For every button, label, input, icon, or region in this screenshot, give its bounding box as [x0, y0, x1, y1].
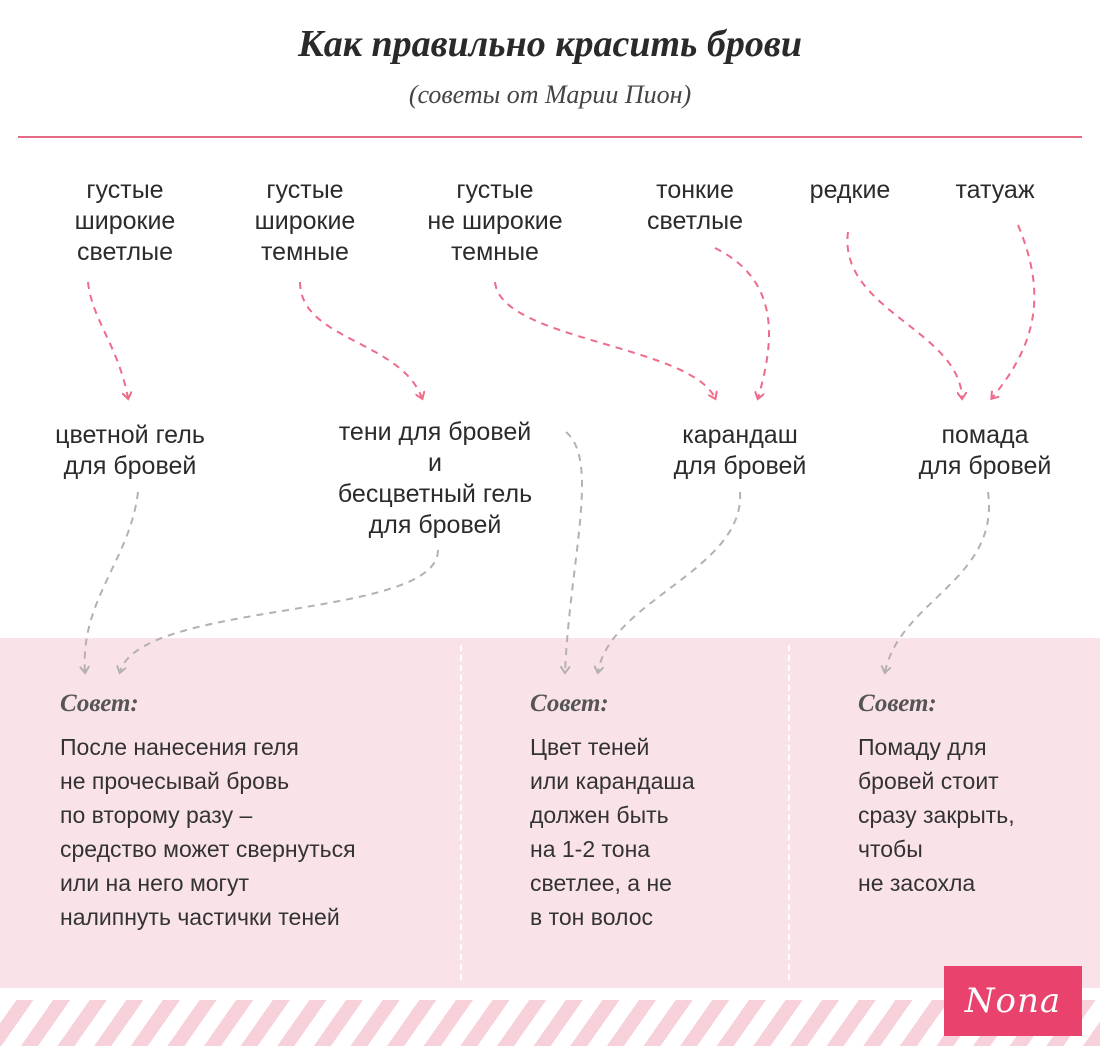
tip-text-pomade: Помаду для бровей стоит сразу закрыть, чтобы не засохла [858, 734, 1015, 896]
tip-heading: Совет: [60, 690, 139, 717]
arrow-pomade-to-tip [885, 492, 989, 672]
tip-heading: Совет: [530, 690, 609, 717]
product-colored-gel: цветной гель для бровей [55, 421, 205, 480]
page-title: Как правильно красить брови [297, 23, 802, 65]
arrow-type3-to-pencil [495, 282, 715, 398]
brow-type-thick-narrow-dark: густые не широкие темные [427, 176, 563, 266]
product-shadow-and-gel: тени для бровей и бесцветный гель для бровей [337, 418, 533, 539]
tip-text-gel: После нанесения геля не прочесывай бровь по второму разу – средство может свернуться или на него могут налипнуть частички теней [60, 734, 356, 930]
arrow-tattoo-to-pomade [992, 225, 1034, 398]
product-pencil: карандаш для бровей [673, 421, 807, 480]
tip-heading: Совет: [858, 690, 937, 717]
brow-type-tattoo: татуаж [955, 176, 1035, 204]
brow-type-thick-wide-light: густые широкие светлые [74, 176, 176, 266]
tip-text-shade: Цвет теней или карандаша должен быть на 1-2 тона светлее, а не в тон волос [530, 734, 695, 930]
arrow-gel-to-tip [85, 492, 138, 672]
arrow-type4-to-pencil [715, 248, 769, 398]
arrow-pencil-to-tip [598, 492, 740, 672]
product-pomade: помада для бровей [918, 421, 1052, 480]
arrow-sparse-to-pomade [847, 232, 962, 398]
brand-logo: Nona [944, 966, 1082, 1036]
arrow-shadow-to-tip2 [565, 432, 582, 672]
brow-type-sparse: редкие [809, 176, 891, 204]
page-subtitle: (советы от Марии Пион) [408, 80, 692, 109]
brow-type-thin-light: тонкие светлые [647, 176, 743, 235]
arrow-shadow-to-tip [120, 550, 438, 672]
arrow-type1-to-gel [88, 282, 128, 398]
arrow-type2-to-shadow [300, 282, 422, 398]
brow-type-thick-wide-dark: густые широкие темные [254, 176, 356, 266]
decorative-stripes [0, 1000, 1100, 1046]
